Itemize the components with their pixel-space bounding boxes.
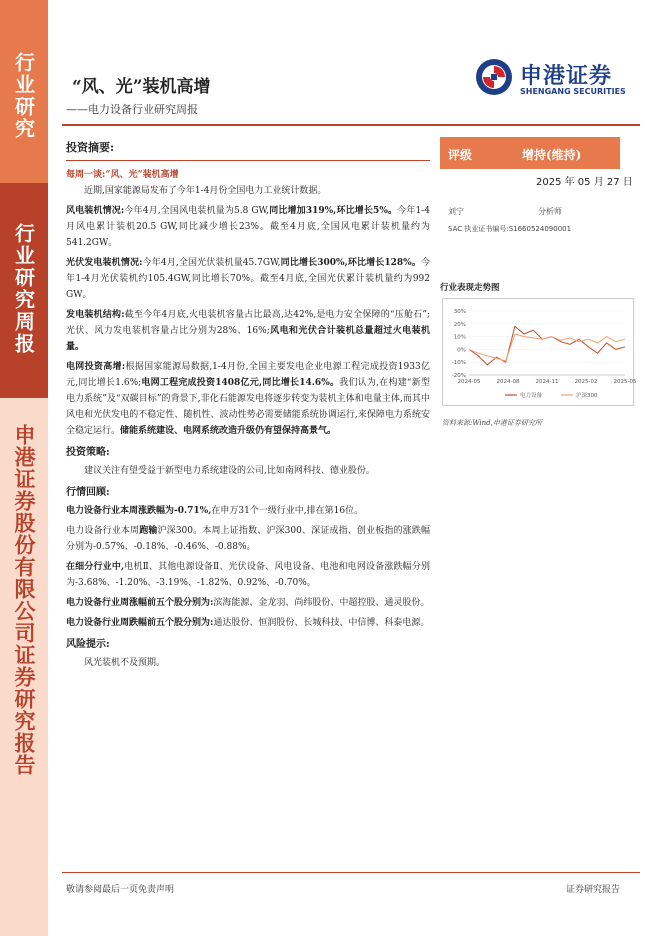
review3-text: 电机Ⅱ、其他电源设备Ⅱ、光伏设备、风电设备、电池和电网设备涨跌幅分别为-3.68%、-1.20%、-3.19%、-1.82%、0.92%、-0.70%。 <box>66 562 430 588</box>
grid-investment-text-d: 储能系统建设、电网系统改造升级仍有望保持高景气。 <box>120 426 337 436</box>
strategy-paragraph: 建议关注有望受益于新型电力系统建设的公司,比如南网科技、德业股份。 <box>84 466 375 476</box>
logo-text-cn: 申港证券 <box>520 64 613 89</box>
sidebar-company <box>0 398 48 936</box>
review-paragraph-5 <box>66 615 430 631</box>
wind-label: 风电装机情况: <box>66 206 125 216</box>
sidebar-industry-research <box>0 0 48 183</box>
y-tick-label: -20% <box>451 373 466 379</box>
performance-chart-box <box>442 298 637 406</box>
grid-investment-label: 电网投资高增: <box>66 362 126 372</box>
y-tick-label: 20% <box>453 321 466 328</box>
wind-paragraph <box>66 203 430 251</box>
header-divider <box>62 124 640 126</box>
review4-text: 滨海能源、金龙羽、尚纬股份、中超控股、通灵股份。 <box>213 598 430 608</box>
legend-label: 电力设备 <box>520 393 543 399</box>
performance-chart <box>443 299 637 405</box>
wind-text-a: 今年4月,全国风电装机量为5.8 GW, <box>124 206 270 216</box>
logo-mark-icon <box>474 57 514 97</box>
grid-investment-text-c: 我们认为,在构建“新型电力系统”及“双碳目标”的背景下,非化石能源发电将逐步转变为装机主体和电量主体,而其中风电和光伏发电的不稳定性、随机性、波动性势必需要储能系统协调运行,来保障电力系统安全稳定运行。 <box>66 378 430 436</box>
series-line-0 <box>469 326 625 364</box>
structure-label: 发电装机结构: <box>66 310 125 320</box>
review-paragraph-1 <box>66 503 430 519</box>
chart-source: 资料来源:Wind,申港证券研究所 <box>442 419 542 427</box>
risk-paragraph: 风光装机不及预期。 <box>84 658 166 668</box>
risk-heading: 风险提示: <box>66 639 110 650</box>
report-date: 2025 年 05 月 27 日 <box>536 177 633 188</box>
review5-text: 通达股份、恒润股份、长城科技、中信博、科泰电源。 <box>213 618 430 628</box>
review-heading: 行情回顾: <box>66 487 110 498</box>
series-line-1 <box>469 334 625 361</box>
analyst-role: 分析师 <box>538 207 562 216</box>
review1-bold: 电力设备行业本周涨跌幅为-0.71%, <box>66 506 212 516</box>
sidebar-weekly-report <box>0 183 48 398</box>
company-logo <box>474 57 624 101</box>
pv-paragraph <box>66 255 430 303</box>
review-paragraph-4 <box>66 595 430 611</box>
y-tick-label: 30% <box>453 309 466 315</box>
review-paragraph-3 <box>66 559 430 591</box>
y-tick-label: 10% <box>453 334 466 341</box>
x-tick-label: 2024-05 <box>457 379 481 385</box>
wind-text-c: 今年1-4月风电累计装机20.5 GW,同比减少增长23%。截至4月底,全国风电累计装机量约为541.2GW。 <box>66 206 430 248</box>
x-tick-label: 2024-11 <box>535 379 559 385</box>
main-content <box>66 140 430 675</box>
performance-chart-title: 行业表现走势图 <box>440 283 500 293</box>
intro-paragraph: 近期,国家能源局发布了今年1-4月份全国电力工业统计数据。 <box>84 186 327 196</box>
structure-paragraph <box>66 307 430 355</box>
x-tick-label: 2025-05 <box>613 379 637 385</box>
footer-report-type: 证券研究报告 <box>566 885 621 895</box>
page-title: “风、光”装机高增 <box>72 77 211 97</box>
review2-bold: 跑输 <box>139 526 158 536</box>
review4-bold: 电力设备行业周涨幅前五个股分别为: <box>66 598 214 608</box>
sidebar-label-1: 行业研究 <box>11 52 36 140</box>
legend-label: 沪深300 <box>576 393 598 399</box>
rating-label: 评级 <box>448 148 473 162</box>
y-tick-label: -10% <box>451 360 466 367</box>
grid-investment-paragraph <box>66 359 430 439</box>
sidebar-label-2: 行业研究周报 <box>11 223 36 355</box>
y-tick-label: 0% <box>457 347 466 354</box>
structure-text-a: 截至今年4月底,火电装机容量占比最高,达42%,是电力安全保障的“压舱石”;光伏、风力发电装机容量占比分别为28%、16%; <box>66 310 430 336</box>
review1-text: 在申万31个一级行业中,排在第16位。 <box>211 506 364 516</box>
grid-investment-text-a: 根据国家能源局数据,1-4月份,全国主要发电企业电源工程完成投资1933亿元,同比增长1.6%; <box>66 362 430 388</box>
analyst-cert: SAC 执业证书编号:S1660524090001 <box>448 225 572 233</box>
wind-text-b: 同比增加319%,环比增长5%。 <box>269 206 398 216</box>
rating-value: 增持(维持) <box>522 148 582 162</box>
logo-text-en: SHENGANG SECURITIES <box>520 87 626 96</box>
page-subtitle: ——电力设备行业研究周报 <box>66 103 198 116</box>
review3-bold: 在细分行业中, <box>66 562 125 572</box>
review2-text-a: 电力设备行业本周 <box>66 526 140 536</box>
pv-text-c: 今年1-4月光伏装机约105.4GW,同比增长70%。截至4月底,全国光伏累计装机量约为992 GW。 <box>66 258 431 300</box>
pv-text-a: 今年4月,全国光伏装机量45.7GW, <box>142 258 281 268</box>
sidebar <box>0 0 48 936</box>
strategy-heading: 投资策略: <box>66 447 110 458</box>
rating-box <box>440 137 620 169</box>
x-tick-label: 2024-08 <box>496 379 520 385</box>
pv-label: 光伏发电装机情况: <box>66 258 143 268</box>
x-tick-label: 2025-02 <box>574 379 598 385</box>
structure-text-b: 风电和光伏合计装机总量超过火电装机量。 <box>66 326 430 352</box>
review2-text-c: 沪深300。本周上证指数、沪深300、深证成指、创业板指的涨跌幅分别为-0.57%、-0.18%、-0.46%、-0.88%。 <box>66 526 430 552</box>
review-paragraph-2 <box>66 523 430 555</box>
pv-text-b: 同比增长300%,环比增长128%。 <box>280 258 421 268</box>
analyst-name: 刘宁 <box>448 207 464 216</box>
review5-bold: 电力设备行业周跌幅前五个股分别为: <box>66 618 214 628</box>
investment-summary-heading: 投资摘要: <box>66 140 430 161</box>
grid-investment-text-b: 电网工程完成投资1408亿元,同比增长14.6%。 <box>141 378 340 388</box>
footer-disclaimer: 敬请参阅最后一页免责声明 <box>66 885 175 895</box>
sidebar-label-3: 申港证券股份有限公司证券研究报告 <box>12 424 37 776</box>
weekly-topic: 每周一谈:“风、光”装机高增 <box>66 170 179 180</box>
footer-divider <box>62 872 640 873</box>
